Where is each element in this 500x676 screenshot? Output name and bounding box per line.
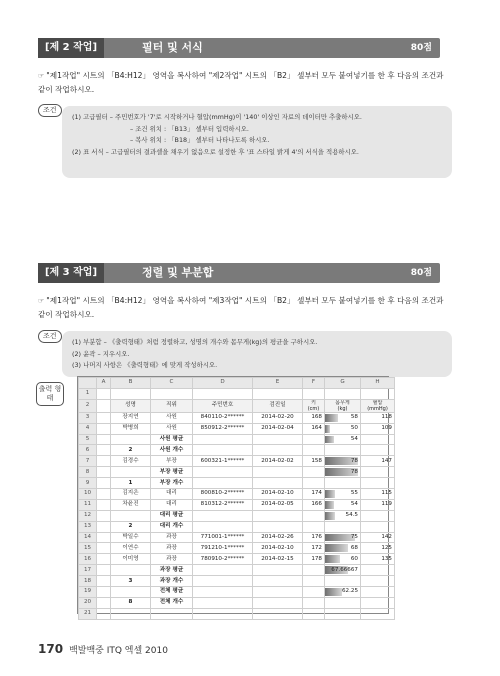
column-header: G <box>325 378 361 389</box>
cell: 172 <box>303 543 325 554</box>
cell: 780910-2****** <box>193 554 253 565</box>
cell: 과장 평균 <box>151 565 193 576</box>
table-row <box>79 478 395 489</box>
cell <box>303 388 325 399</box>
table-row <box>79 532 395 543</box>
cell: 이연수 <box>111 543 151 554</box>
row-number: 11 <box>79 499 97 510</box>
cell <box>361 434 395 445</box>
cell <box>361 510 395 521</box>
row-number: 10 <box>79 489 97 500</box>
cell: 전체 평균 <box>151 587 193 598</box>
cell: 2014-02-10 <box>253 543 303 554</box>
column-header: E <box>253 378 303 389</box>
cell: 2 <box>111 445 151 456</box>
data-bar <box>325 512 335 520</box>
cell: 142 <box>361 532 395 543</box>
cell <box>97 445 111 456</box>
table-row <box>79 456 395 467</box>
column-header: H <box>361 378 395 389</box>
cell: 3 <box>111 576 151 587</box>
table-row <box>79 412 395 423</box>
cell <box>111 565 151 576</box>
cell <box>303 597 325 608</box>
section3-instruction: ☞ "제1작업" 시트의 「B4:H12」 영역을 복사하여 "제3작업" 시트의 「B2」 셀부터 모두 붙여넣기를 한 후 다음의 조건과 같이 작업하시오. <box>38 296 444 319</box>
cell: 109 <box>361 423 395 434</box>
cell: 성명 <box>111 399 151 412</box>
cell <box>253 467 303 478</box>
cell <box>97 388 111 399</box>
cell: 부장 평균 <box>151 467 193 478</box>
cell: 2014-02-10 <box>253 489 303 500</box>
cell: 600321-1****** <box>193 456 253 467</box>
cell <box>97 543 111 554</box>
section3-title: 정렬 및 부분합 <box>142 266 214 279</box>
row-number: 4 <box>79 423 97 434</box>
cell: 62.25 <box>325 587 361 598</box>
cell <box>111 587 151 598</box>
cell: 박일수 <box>111 532 151 543</box>
column-header: C <box>151 378 193 389</box>
cell: 2014-02-20 <box>253 412 303 423</box>
cell <box>193 434 253 445</box>
cell: 2014-02-26 <box>253 532 303 543</box>
corner-cell <box>79 378 97 389</box>
cell <box>361 597 395 608</box>
row-number: 3 <box>79 412 97 423</box>
table-row <box>79 576 395 587</box>
data-bar <box>325 425 330 433</box>
row-number: 12 <box>79 510 97 521</box>
cell <box>97 608 111 619</box>
cell <box>253 576 303 587</box>
section2-instruction: ☞ "제1작업" 시트의 「B4:H12」 영역을 복사하여 "제2작업" 시트의 「B2」 셀부터 모두 붙여넣기를 한 후 다음의 조건과 같이 작업하시오. <box>38 71 444 94</box>
cell <box>193 510 253 521</box>
cell: 58 <box>325 412 361 423</box>
section3-header-bar <box>38 263 440 283</box>
cell: 54 <box>325 499 361 510</box>
cell <box>253 521 303 532</box>
page-footer <box>38 642 168 656</box>
cell <box>253 565 303 576</box>
section3-tag: [제 3 작업] <box>38 263 104 283</box>
cell <box>97 478 111 489</box>
row-number: 15 <box>79 543 97 554</box>
table-row <box>79 399 395 412</box>
cell: 몸무게 (kg) <box>325 399 361 412</box>
cell: 부장 <box>151 456 193 467</box>
cell: 55 <box>325 489 361 500</box>
column-header: F <box>303 378 325 389</box>
pointing-hand-icon: ☞ <box>38 72 45 80</box>
cell: 장지연 <box>111 412 151 423</box>
section2-header-bar <box>38 38 440 58</box>
cell <box>361 521 395 532</box>
cell: 147 <box>361 456 395 467</box>
cell <box>97 489 111 500</box>
cell <box>325 608 361 619</box>
cell: 78 <box>325 456 361 467</box>
cell <box>111 510 151 521</box>
cell <box>253 388 303 399</box>
cell: 대리 평균 <box>151 510 193 521</box>
data-bar <box>325 501 334 509</box>
cell: 135 <box>361 554 395 565</box>
cell: 박병희 <box>111 423 151 434</box>
cell: 대리 개수 <box>151 521 193 532</box>
spreadsheet-output <box>77 376 392 617</box>
section2-points: 80점 <box>410 43 432 53</box>
cell: 118 <box>361 412 395 423</box>
cell: 810312-2****** <box>193 499 253 510</box>
row-number: 1 <box>79 388 97 399</box>
page-number: 170 <box>38 642 64 656</box>
data-bar <box>325 436 334 444</box>
cell <box>193 478 253 489</box>
cell <box>253 608 303 619</box>
cell: 대리 <box>151 489 193 500</box>
cell <box>97 587 111 598</box>
cell: 75 <box>325 532 361 543</box>
cell <box>97 565 111 576</box>
cell: 2 <box>111 521 151 532</box>
cell: 119 <box>361 499 395 510</box>
cell: 54 <box>325 434 361 445</box>
cell: 2014-02-04 <box>253 423 303 434</box>
cell <box>97 510 111 521</box>
cell <box>111 388 151 399</box>
cell <box>303 445 325 456</box>
table-row <box>79 608 395 619</box>
cell: 2014-02-02 <box>253 456 303 467</box>
cell <box>303 510 325 521</box>
row-number: 17 <box>79 565 97 576</box>
cell <box>97 521 111 532</box>
cell <box>97 456 111 467</box>
table-row <box>79 423 395 434</box>
condition-item: – 조건 위치 : 「B13」 셀부터 입력하시오. <box>130 124 249 133</box>
cell: 178 <box>303 554 325 565</box>
cell <box>193 576 253 587</box>
cell: 125 <box>361 543 395 554</box>
cell <box>193 608 253 619</box>
condition-item: (2) 윤곽 – 지우시오. <box>72 349 130 358</box>
data-bar <box>325 490 335 498</box>
table-row <box>79 510 395 521</box>
row-number: 14 <box>79 532 97 543</box>
column-header: B <box>111 378 151 389</box>
cell <box>97 532 111 543</box>
row-number: 19 <box>79 587 97 598</box>
row-number: 7 <box>79 456 97 467</box>
section3-condition-label: 조건 <box>38 330 62 343</box>
cell: 검진일 <box>253 399 303 412</box>
cell <box>303 576 325 587</box>
table-row <box>79 587 395 598</box>
cell <box>361 587 395 598</box>
cell <box>111 467 151 478</box>
output-form-label: 출력 형태 <box>36 382 64 406</box>
cell: 840110-2****** <box>193 412 253 423</box>
cell: 김지은 <box>111 489 151 500</box>
table-row <box>79 597 395 608</box>
data-bar <box>325 555 340 563</box>
cell: 850912-2****** <box>193 423 253 434</box>
cell <box>303 434 325 445</box>
cell <box>361 478 395 489</box>
row-number: 6 <box>79 445 97 456</box>
cell: 771001-1****** <box>193 532 253 543</box>
data-bar <box>325 414 338 422</box>
cell <box>193 467 253 478</box>
cell: 과장 <box>151 532 193 543</box>
cell: 이미영 <box>111 554 151 565</box>
row-number: 9 <box>79 478 97 489</box>
table-row <box>79 554 395 565</box>
cell <box>253 434 303 445</box>
cell <box>325 521 361 532</box>
section2-conditions-box <box>62 106 452 178</box>
cell: 주민번호 <box>193 399 253 412</box>
cell <box>193 565 253 576</box>
column-header: D <box>193 378 253 389</box>
cell <box>325 478 361 489</box>
section2-tag: [제 2 작업] <box>38 38 104 58</box>
cell <box>97 423 111 434</box>
cell: 키 (cm) <box>303 399 325 412</box>
cell <box>97 412 111 423</box>
cell: 50 <box>325 423 361 434</box>
row-number: 16 <box>79 554 97 565</box>
section2-condition-label: 조건 <box>38 104 62 117</box>
cell: 혈압 (mmHg) <box>361 399 395 412</box>
cell <box>325 388 361 399</box>
column-header: A <box>97 378 111 389</box>
row-number: 20 <box>79 597 97 608</box>
cell: 67.66667 <box>325 565 361 576</box>
cell: 사원 <box>151 412 193 423</box>
cell <box>97 467 111 478</box>
table-row <box>79 434 395 445</box>
cell: 사원 개수 <box>151 445 193 456</box>
cell: 174 <box>303 489 325 500</box>
cell <box>193 587 253 598</box>
table-row <box>79 543 395 554</box>
data-bar <box>325 544 348 552</box>
cell <box>253 510 303 521</box>
cell <box>151 608 193 619</box>
section2-title: 필터 및 서식 <box>142 41 203 54</box>
cell <box>97 576 111 587</box>
cell: 54.5 <box>325 510 361 521</box>
row-number: 5 <box>79 434 97 445</box>
cell <box>325 445 361 456</box>
condition-item: (2) 표 서식 – 고급필터의 결과셀을 채우기 없음으로 설정한 후 '표 스타일 밝게 4'의 서식을 적용하시오. <box>72 147 359 156</box>
table-row <box>79 521 395 532</box>
cell: 사원 <box>151 423 193 434</box>
data-bar <box>325 588 342 596</box>
cell: 8 <box>111 597 151 608</box>
pointing-hand-icon: ☞ <box>38 297 45 305</box>
row-number: 18 <box>79 576 97 587</box>
table-row <box>79 565 395 576</box>
row-number: 21 <box>79 608 97 619</box>
condition-item: (1) 부분합 – 《출력형태》처럼 정렬하고, 성명의 개수와 몸무게(kg)의 평균을 구하시오. <box>72 338 318 346</box>
cell <box>325 576 361 587</box>
cell: 158 <box>303 456 325 467</box>
cell <box>97 434 111 445</box>
cell: 68 <box>325 543 361 554</box>
table-row <box>79 489 395 500</box>
table-row <box>79 467 395 478</box>
cell: 164 <box>303 423 325 434</box>
cell <box>151 388 193 399</box>
table-row <box>79 388 395 399</box>
cell <box>253 587 303 598</box>
cell <box>325 597 361 608</box>
cell: 사원 평균 <box>151 434 193 445</box>
cell <box>303 608 325 619</box>
cell <box>253 445 303 456</box>
cell: 800810-2****** <box>193 489 253 500</box>
cell <box>253 478 303 489</box>
cell <box>361 467 395 478</box>
cell: 1 <box>111 478 151 489</box>
cell: 대리 <box>151 499 193 510</box>
cell <box>361 388 395 399</box>
cell <box>97 499 111 510</box>
cell: 부장 개수 <box>151 478 193 489</box>
cell: 김경수 <box>111 456 151 467</box>
cell: 과장 <box>151 554 193 565</box>
cell: 2014-02-15 <box>253 554 303 565</box>
cell <box>111 608 151 619</box>
cell <box>361 565 395 576</box>
table-row <box>79 445 395 456</box>
cell <box>361 576 395 587</box>
cell: 차윤진 <box>111 499 151 510</box>
section3-conditions-box <box>62 331 452 377</box>
cell <box>193 388 253 399</box>
cell: 과장 <box>151 543 193 554</box>
cell <box>193 597 253 608</box>
cell: 60 <box>325 554 361 565</box>
cell <box>303 521 325 532</box>
cell <box>97 554 111 565</box>
cell <box>303 587 325 598</box>
cell: 2014-02-05 <box>253 499 303 510</box>
cell <box>253 597 303 608</box>
cell: 176 <box>303 532 325 543</box>
cell: 168 <box>303 412 325 423</box>
table-row <box>79 499 395 510</box>
cell <box>111 434 151 445</box>
cell: 115 <box>361 489 395 500</box>
cell <box>361 445 395 456</box>
cell <box>303 565 325 576</box>
cell <box>193 521 253 532</box>
column-header-row <box>79 378 395 389</box>
row-number: 13 <box>79 521 97 532</box>
cell: 78 <box>325 467 361 478</box>
cell <box>97 399 111 412</box>
cell: 166 <box>303 499 325 510</box>
condition-item: (3) 나머지 사항은 《출력형태》에 맞게 작성하시오. <box>72 361 218 369</box>
book-title: 백발백중 ITQ 엑셀 2010 <box>69 646 168 656</box>
condition-item: (1) 고급필터 – 주민번호가 '7'로 시작하거나 혈압(mmHg)이 '140' 이상인 자료의 데이터만 추출하시오. <box>72 113 362 121</box>
cell <box>193 445 253 456</box>
cell <box>97 597 111 608</box>
row-number: 8 <box>79 467 97 478</box>
row-number: 2 <box>79 399 97 412</box>
cell <box>361 608 395 619</box>
cell: 과장 개수 <box>151 576 193 587</box>
cell: 전체 개수 <box>151 597 193 608</box>
cell <box>303 467 325 478</box>
cell: 직위 <box>151 399 193 412</box>
section3-points: 80점 <box>410 268 432 278</box>
spreadsheet-grid <box>78 377 395 620</box>
condition-item: – 복사 위치 : 「B18」 셀부터 나타나도록 하시오. <box>130 136 270 144</box>
cell <box>303 478 325 489</box>
cell: 791210-1****** <box>193 543 253 554</box>
